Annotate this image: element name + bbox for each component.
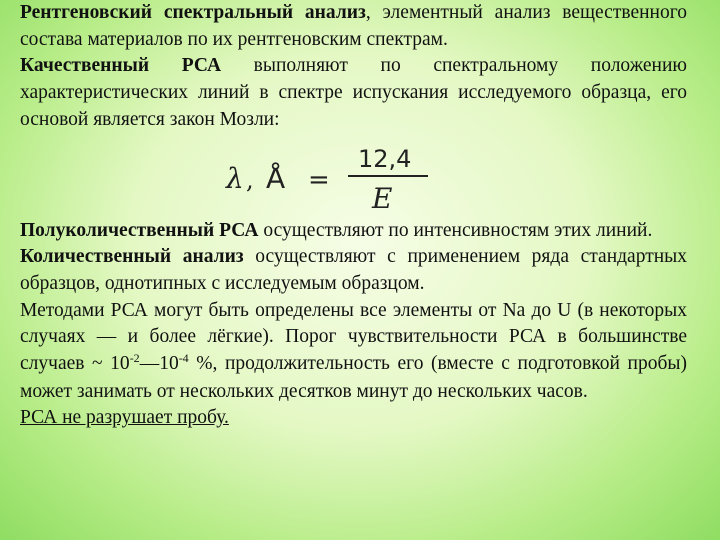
- paragraph-definition: [20, 0, 687, 53]
- definition-text: , элементный анализ вещественного состава материалов по их рентгеновским спектрам.: [20, 2, 687, 50]
- paragraph-semiquantitative: [20, 218, 687, 245]
- methods-text-1: Методами РСА могут быть определены все элементы от Na до U (в некоторых случаях — и более лёгкие). Порог чувствительности РСА в большинстве случаев ~ 10: [20, 299, 687, 375]
- moseley-formula: [20, 134, 687, 218]
- methods-text-2: —10: [139, 353, 179, 375]
- text-block: [20, 0, 687, 432]
- term-quantitative: Количественный анализ: [20, 246, 244, 268]
- paragraph-methods: [20, 298, 687, 406]
- paragraph-nondestructive: [20, 405, 687, 432]
- formula-comma: ,: [246, 165, 254, 194]
- nondestructive-text: РСА не разрушает пробу.: [20, 407, 229, 429]
- term-semiquantitative: Полуколичественный РСА: [20, 219, 259, 241]
- exponent-1: -2: [129, 351, 140, 366]
- formula-svg: [210, 136, 470, 216]
- formula-lambda: λ: [226, 161, 244, 195]
- formula-denominator: E: [372, 181, 393, 215]
- semiquantitative-text: осуществляют по интенсивностям этих линий.: [258, 219, 653, 241]
- term-xray-spectral-analysis: Рентгеновский спектральный анализ: [20, 2, 366, 23]
- formula-equals: =: [308, 164, 330, 195]
- exponent-2: -4: [178, 351, 189, 366]
- term-qualitative: Качественный РСА: [20, 55, 222, 77]
- quantitative-text: осуществляют с применением ряда стандартных образцов, однотипных с исследуемым образцом.: [20, 246, 688, 294]
- formula-numerator: 12,4: [358, 144, 412, 173]
- methods-text-3: %, продолжительность его (вместе с подготовкой пробы) может занимать от нескольких десятков минут до нескольких часов.: [20, 353, 688, 402]
- paragraph-quantitative: [20, 244, 687, 297]
- paragraph-qualitative: [20, 53, 687, 133]
- qualitative-text: выполняют по спектральному положению характеристических линий в спектре испускания исследуемого образца, его основой является закон Мозли:: [20, 55, 688, 130]
- formula-unit-angstrom: Å: [266, 161, 286, 195]
